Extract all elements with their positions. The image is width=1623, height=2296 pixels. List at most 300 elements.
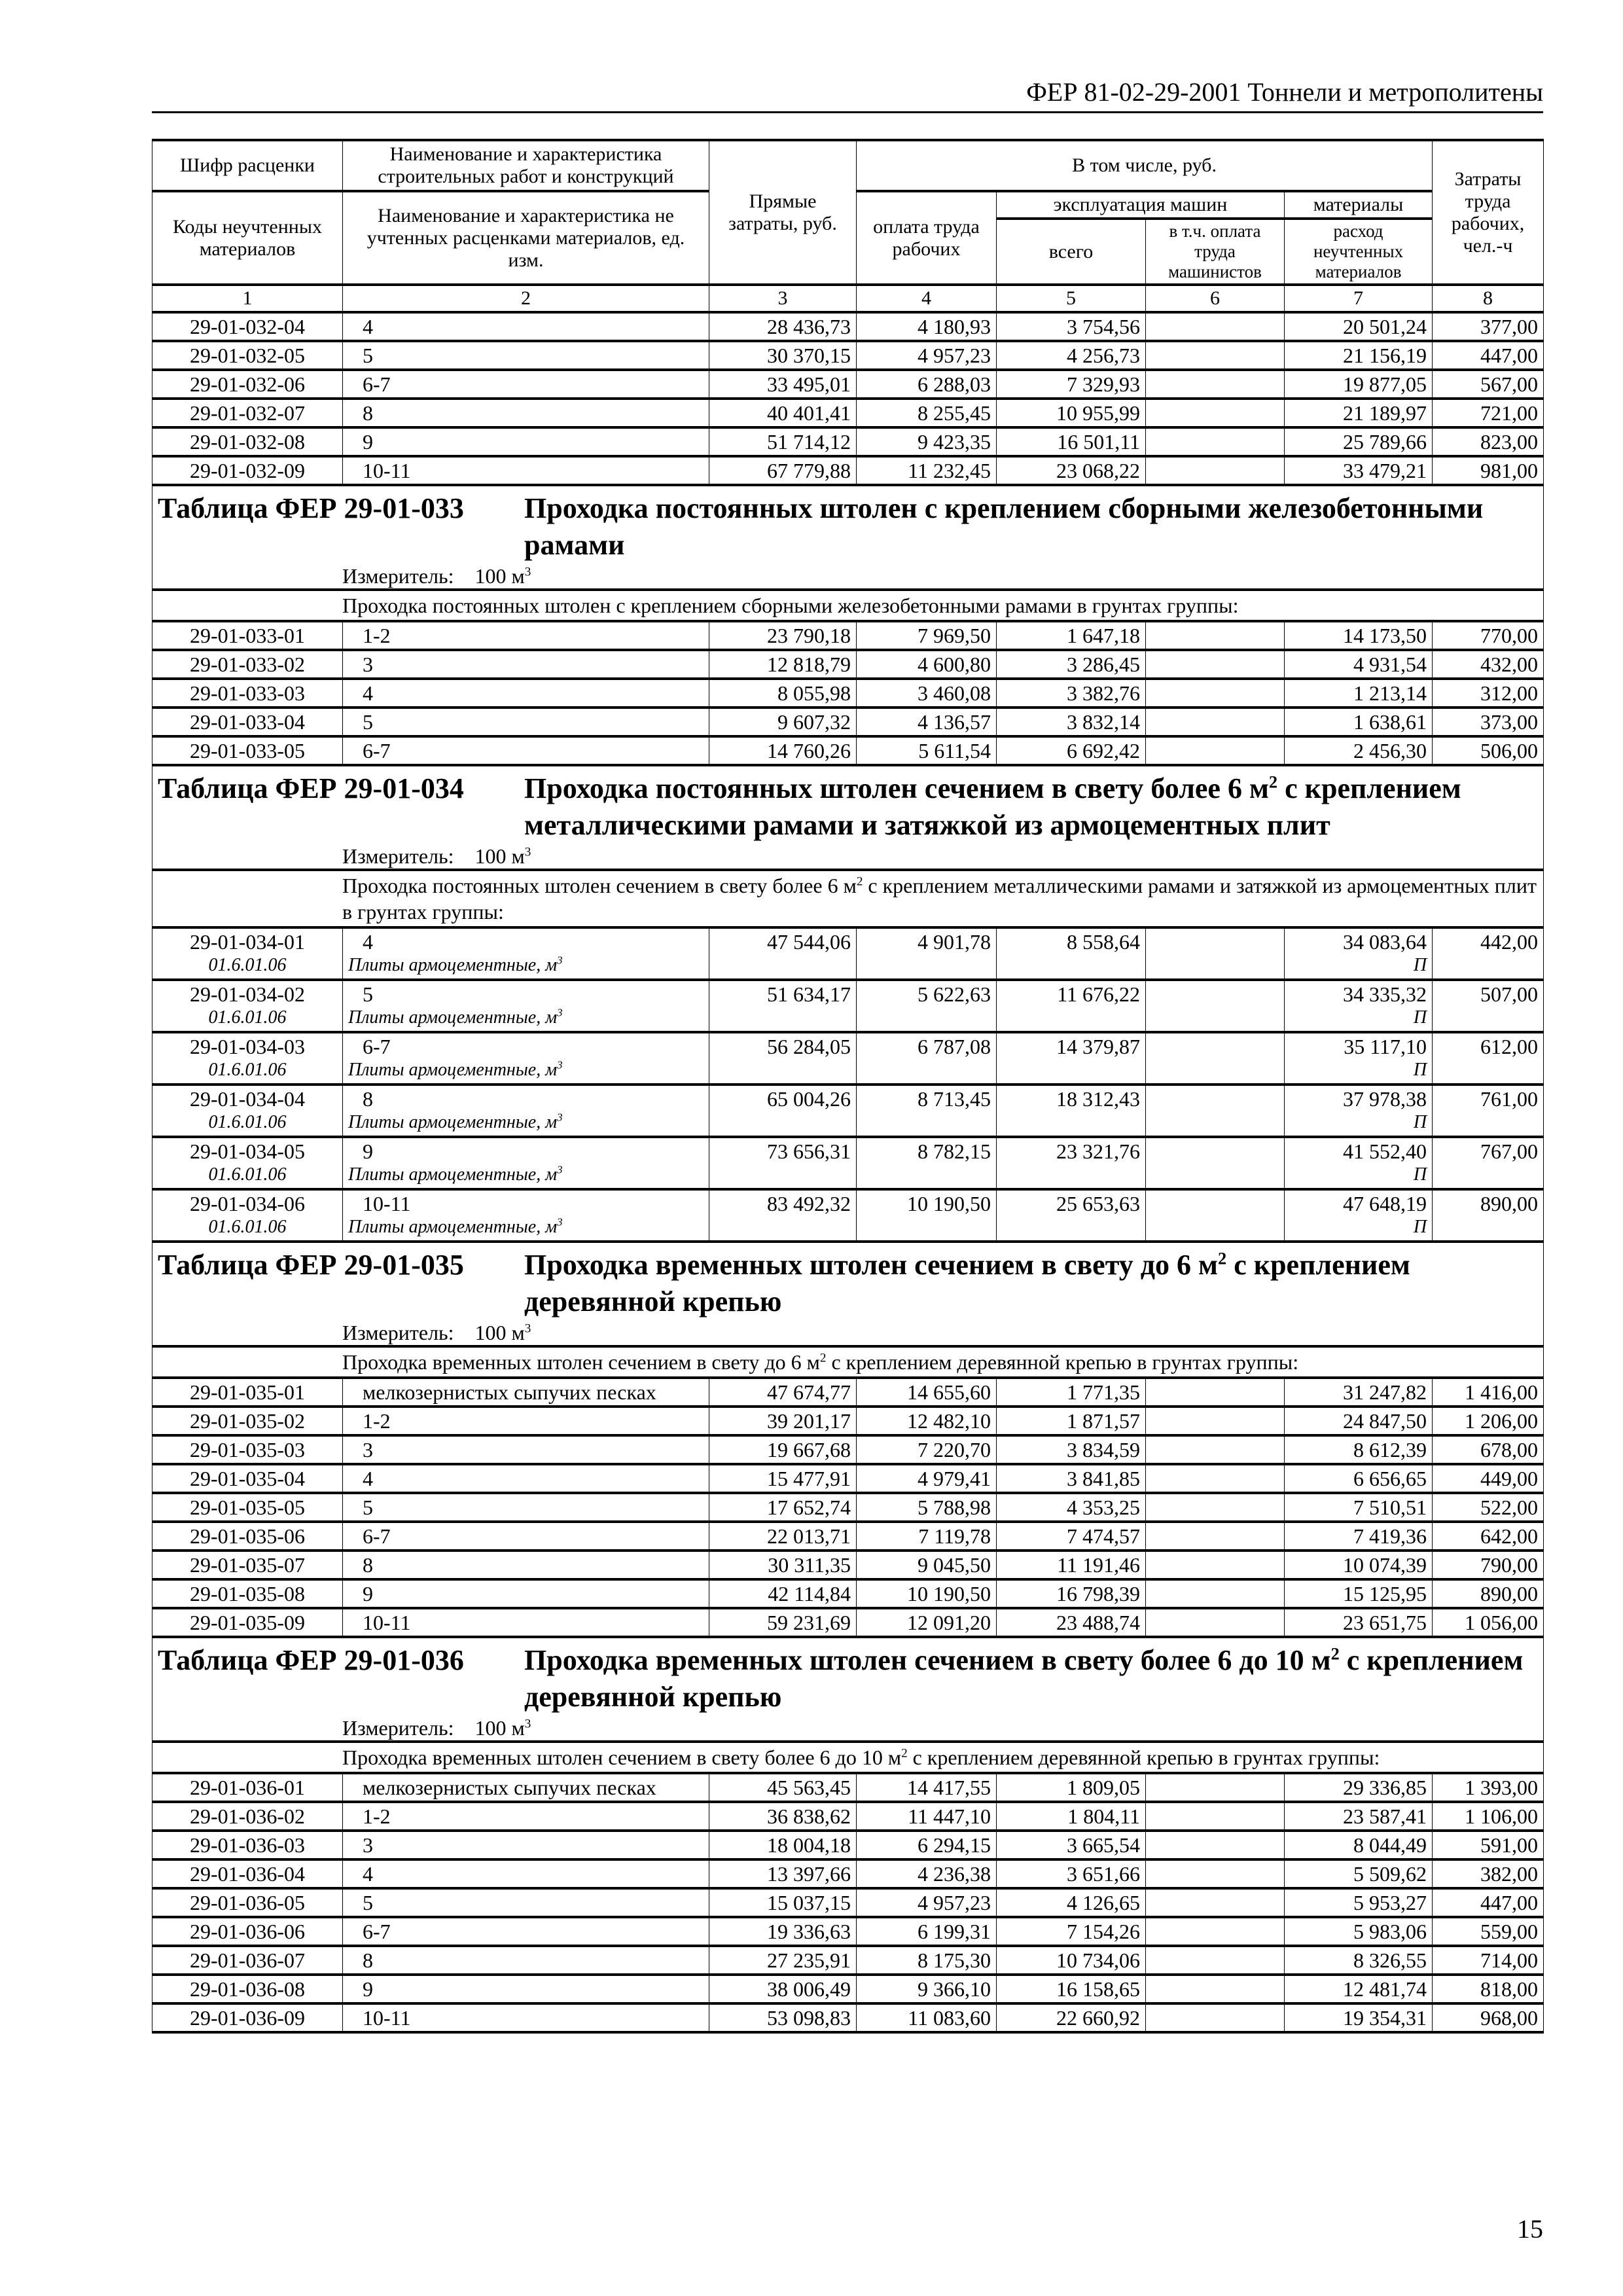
table-title: Проходка постоянных штолен с креплением сборными железобетонными рамами bbox=[524, 492, 1484, 561]
rate-code: 29-01-032-08 bbox=[152, 427, 343, 456]
machine-total-cell: 7 329,93 bbox=[997, 370, 1146, 399]
machinists-pay-cell bbox=[1146, 1032, 1285, 1085]
measure-unit: Измеритель: 100 $м^3$ bbox=[342, 1321, 531, 1344]
header-machine-operation: эксплуатация машин bbox=[997, 191, 1285, 219]
table-row bbox=[152, 341, 1544, 370]
soil-group: 6-7 bbox=[343, 736, 709, 765]
soil-group: 8 Плиты армоцементные, $м^3$ bbox=[343, 1085, 709, 1137]
table-row bbox=[152, 1831, 1544, 1859]
direct-costs-cell: 19 336,63 bbox=[709, 1917, 857, 1946]
soil-group: 9 bbox=[343, 1579, 709, 1608]
machinists-pay-cell bbox=[1146, 621, 1285, 650]
machine-total-cell: 3 382,76 bbox=[997, 679, 1146, 708]
direct-costs-cell: 15 037,15 bbox=[709, 1888, 857, 1917]
material-code: 01.6.01.06 bbox=[208, 1164, 287, 1185]
machine-total-cell: 1 647,18 bbox=[997, 621, 1146, 650]
direct-costs-cell: 53 098,83 bbox=[709, 2003, 857, 2032]
machinists-pay-cell bbox=[1146, 708, 1285, 736]
soil-group: 10-11 bbox=[343, 2003, 709, 2032]
labor-pay-cell: 4 600,80 bbox=[857, 650, 997, 679]
machine-total-cell: 10 734,06 bbox=[997, 1946, 1146, 1975]
section-intro: Проходка постоянных штолен с креплением сборными железобетонными рамами в грунтах группы: bbox=[152, 590, 1544, 621]
header-unaccounted-materials: расход неучтенных материалов bbox=[1285, 219, 1433, 285]
rate-code: 29-01-034-04 01.6.01.06 bbox=[152, 1085, 343, 1137]
machinists-pay-cell bbox=[1146, 1831, 1285, 1859]
machine-total-cell: 23 068,22 bbox=[997, 456, 1146, 485]
labor-pay-cell: 12 091,20 bbox=[857, 1608, 997, 1637]
labor-hours-cell: 823,00 bbox=[1433, 427, 1544, 456]
rate-code: 29-01-035-06 bbox=[152, 1522, 343, 1551]
machinists-pay-cell bbox=[1146, 650, 1285, 679]
labor-pay-cell: 8 782,15 bbox=[857, 1137, 997, 1189]
labor-pay-cell: 10 190,50 bbox=[857, 1579, 997, 1608]
soil-group: 6-7 bbox=[343, 1917, 709, 1946]
table-row bbox=[152, 1773, 1544, 1802]
direct-costs-cell: 23 790,18 bbox=[709, 621, 857, 650]
machine-total-cell: 14 379,87 bbox=[997, 1032, 1146, 1085]
labor-hours-cell: 447,00 bbox=[1433, 341, 1544, 370]
table-label: Таблица ФЕР 29-01-033 bbox=[158, 492, 464, 524]
soil-group: 6-7 bbox=[343, 1522, 709, 1551]
rate-code: 29-01-035-04 bbox=[152, 1464, 343, 1493]
table-title-row bbox=[152, 1242, 1544, 1346]
materials-cell: 35 117,10 П bbox=[1285, 1032, 1433, 1085]
table-row bbox=[152, 1802, 1544, 1831]
soil-group: 5 bbox=[343, 708, 709, 736]
materials-cell: 37 978,38 П bbox=[1285, 1085, 1433, 1137]
machine-total-cell: 3 651,66 bbox=[997, 1859, 1146, 1888]
materials-cell: 23 651,75 bbox=[1285, 1608, 1433, 1637]
rate-code: 29-01-034-03 01.6.01.06 bbox=[152, 1032, 343, 1085]
table-row bbox=[152, 679, 1544, 708]
materials-cell: 19 354,31 bbox=[1285, 2003, 1433, 2032]
labor-hours-cell: 890,00 bbox=[1433, 1579, 1544, 1608]
col-number: 4 bbox=[857, 285, 997, 312]
machine-total-cell: 7 154,26 bbox=[997, 1917, 1146, 1946]
direct-costs-cell: 19 667,68 bbox=[709, 1435, 857, 1464]
machine-total-cell: 8 558,64 bbox=[997, 927, 1146, 980]
soil-group: 1-2 bbox=[343, 1802, 709, 1831]
labor-hours-cell: 373,00 bbox=[1433, 708, 1544, 736]
labor-pay-cell: 6 787,08 bbox=[857, 1032, 997, 1085]
machine-total-cell: 11 676,22 bbox=[997, 980, 1146, 1032]
header-machinists-pay: в т.ч. оплата труда машинистов bbox=[1146, 219, 1285, 285]
table-row bbox=[152, 736, 1544, 765]
labor-pay-cell: 11 083,60 bbox=[857, 2003, 997, 2032]
measure-unit: Измеритель: 100 $м^3$ bbox=[342, 564, 531, 588]
table-title-row bbox=[152, 1637, 1544, 1742]
soil-group: 10-11 bbox=[343, 456, 709, 485]
machine-total-cell: 23 321,76 bbox=[997, 1137, 1146, 1189]
materials-cell: 4 931,54 bbox=[1285, 650, 1433, 679]
soil-group: 10-11 bbox=[343, 1608, 709, 1637]
machinists-pay-cell bbox=[1146, 980, 1285, 1032]
soil-group: мелкозернистых сыпучих песках bbox=[343, 1773, 709, 1802]
labor-pay-cell: 4 957,23 bbox=[857, 1888, 997, 1917]
machine-total-cell: 25 653,63 bbox=[997, 1189, 1146, 1242]
soil-group: 9 bbox=[343, 427, 709, 456]
materials-cell: 21 156,19 bbox=[1285, 341, 1433, 370]
material-name: Плиты армоцементные, $м^3$ bbox=[348, 1058, 563, 1080]
machinists-pay-cell bbox=[1146, 1435, 1285, 1464]
soil-group: 5 bbox=[343, 1493, 709, 1522]
labor-hours-cell: 770,00 bbox=[1433, 621, 1544, 650]
col-number: 3 bbox=[709, 285, 857, 312]
machinists-pay-cell bbox=[1146, 399, 1285, 427]
page-number: 15 bbox=[1517, 2214, 1543, 2244]
table-row bbox=[152, 1137, 1544, 1189]
labor-hours-cell: 714,00 bbox=[1433, 1946, 1544, 1975]
machinists-pay-cell bbox=[1146, 1608, 1285, 1637]
machine-total-cell: 23 488,74 bbox=[997, 1608, 1146, 1637]
direct-costs-cell: 30 311,35 bbox=[709, 1551, 857, 1579]
rate-code: 29-01-032-06 bbox=[152, 370, 343, 399]
machine-total-cell: 22 660,92 bbox=[997, 2003, 1146, 2032]
soil-group: 4 bbox=[343, 1464, 709, 1493]
table-row bbox=[152, 650, 1544, 679]
labor-pay-cell: 4 901,78 bbox=[857, 927, 997, 980]
labor-hours-cell: 567,00 bbox=[1433, 370, 1544, 399]
labor-hours-cell: 506,00 bbox=[1433, 736, 1544, 765]
header-labor-pay: оплата труда рабочих bbox=[857, 191, 997, 285]
machinists-pay-cell bbox=[1146, 1975, 1285, 2003]
table-row bbox=[152, 1859, 1544, 1888]
machine-total-cell: 16 798,39 bbox=[997, 1579, 1146, 1608]
direct-costs-cell: 42 114,84 bbox=[709, 1579, 857, 1608]
machine-total-cell: 16 158,65 bbox=[997, 1975, 1146, 2003]
labor-hours-cell: 432,00 bbox=[1433, 650, 1544, 679]
header-codes: Коды неучтенных материалов bbox=[152, 191, 343, 285]
header-shifr: Шифр расценки bbox=[152, 140, 343, 191]
soil-group: 3 bbox=[343, 1435, 709, 1464]
materials-cell: 8 612,39 bbox=[1285, 1435, 1433, 1464]
direct-costs-cell: 51 714,12 bbox=[709, 427, 857, 456]
machinists-pay-cell bbox=[1146, 1946, 1285, 1975]
labor-pay-cell: 4 979,41 bbox=[857, 1464, 997, 1493]
rate-code: 29-01-033-03 bbox=[152, 679, 343, 708]
machinists-pay-cell bbox=[1146, 1189, 1285, 1242]
labor-hours-cell: 382,00 bbox=[1433, 1859, 1544, 1888]
col-number: 8 bbox=[1433, 285, 1544, 312]
table-label: Таблица ФЕР 29-01-034 bbox=[158, 772, 464, 804]
section-intro: Проходка временных штолен сечением в свету до 6 $м^2$ с креплением деревянной крепью в грунтах группы: bbox=[152, 1346, 1544, 1378]
labor-hours-cell: 818,00 bbox=[1433, 1975, 1544, 2003]
page-header: ФЕР 81-02-29-2001 Тоннели и метрополитены bbox=[152, 77, 1543, 113]
machinists-pay-cell bbox=[1146, 1859, 1285, 1888]
machinists-pay-cell bbox=[1146, 1802, 1285, 1831]
section-intro-row bbox=[152, 1742, 1544, 1773]
labor-hours-cell: 447,00 bbox=[1433, 1888, 1544, 1917]
material-code: 01.6.01.06 bbox=[208, 955, 287, 975]
rate-code: 29-01-035-07 bbox=[152, 1551, 343, 1579]
machine-total-cell: 3 665,54 bbox=[997, 1831, 1146, 1859]
table-row bbox=[152, 1579, 1544, 1608]
direct-costs-cell: 22 013,71 bbox=[709, 1522, 857, 1551]
col-number: 6 bbox=[1146, 285, 1285, 312]
header-materials: материалы bbox=[1285, 191, 1433, 219]
col-number: 2 bbox=[343, 285, 709, 312]
table-label: Таблица ФЕР 29-01-035 bbox=[158, 1249, 464, 1281]
rate-code: 29-01-035-09 bbox=[152, 1608, 343, 1637]
soil-group: 5 bbox=[343, 341, 709, 370]
col-number: 5 bbox=[997, 285, 1146, 312]
machinists-pay-cell bbox=[1146, 1773, 1285, 1802]
direct-costs-cell: 39 201,17 bbox=[709, 1407, 857, 1435]
header-name-works: Наименование и характеристика строительных работ и конструкций bbox=[343, 140, 709, 191]
soil-group: 5 Плиты армоцементные, $м^3$ bbox=[343, 980, 709, 1032]
labor-hours-cell: 1 106,00 bbox=[1433, 1802, 1544, 1831]
rate-code: 29-01-033-01 bbox=[152, 621, 343, 650]
direct-costs-cell: 73 656,31 bbox=[709, 1137, 857, 1189]
table-row bbox=[152, 1189, 1544, 1242]
labor-pay-cell: 4 957,23 bbox=[857, 341, 997, 370]
materials-cell: 15 125,95 bbox=[1285, 1579, 1433, 1608]
table-row bbox=[152, 1917, 1544, 1946]
machinists-pay-cell bbox=[1146, 927, 1285, 980]
machine-total-cell: 16 501,11 bbox=[997, 427, 1146, 456]
table-title: Проходка временных штолен сечением в свету до 6 $м^2$ с креплением деревянной крепью bbox=[524, 1248, 1410, 1318]
soil-group: 5 bbox=[343, 1888, 709, 1917]
rate-code: 29-01-035-01 bbox=[152, 1378, 343, 1407]
materials-cell: 41 552,40 П bbox=[1285, 1137, 1433, 1189]
rate-code: 29-01-032-09 bbox=[152, 456, 343, 485]
rate-code: 29-01-032-04 bbox=[152, 312, 343, 341]
labor-pay-cell: 7 220,70 bbox=[857, 1435, 997, 1464]
labor-pay-cell: 4 180,93 bbox=[857, 312, 997, 341]
labor-pay-cell: 8 713,45 bbox=[857, 1085, 997, 1137]
labor-pay-cell: 8 175,30 bbox=[857, 1946, 997, 1975]
material-name: Плиты армоцементные, $м^3$ bbox=[348, 1111, 563, 1132]
machinists-pay-cell bbox=[1146, 1493, 1285, 1522]
labor-pay-cell: 14 417,55 bbox=[857, 1773, 997, 1802]
rate-code: 29-01-036-02 bbox=[152, 1802, 343, 1831]
labor-hours-cell: 790,00 bbox=[1433, 1551, 1544, 1579]
materials-cell: 5 509,62 bbox=[1285, 1859, 1433, 1888]
materials-cell: 5 983,06 bbox=[1285, 1917, 1433, 1946]
rate-code: 29-01-034-06 01.6.01.06 bbox=[152, 1189, 343, 1242]
labor-pay-cell: 5 611,54 bbox=[857, 736, 997, 765]
machinists-pay-cell bbox=[1146, 370, 1285, 399]
labor-hours-cell: 1 206,00 bbox=[1433, 1407, 1544, 1435]
soil-group: 3 bbox=[343, 650, 709, 679]
direct-costs-cell: 12 818,79 bbox=[709, 650, 857, 679]
materials-cell: 20 501,24 bbox=[1285, 312, 1433, 341]
soil-group: 6-7 bbox=[343, 370, 709, 399]
soil-group: мелкозернистых сыпучих песках bbox=[343, 1378, 709, 1407]
labor-hours-cell: 968,00 bbox=[1433, 2003, 1544, 2032]
labor-pay-cell: 10 190,50 bbox=[857, 1189, 997, 1242]
rate-code: 29-01-034-01 01.6.01.06 bbox=[152, 927, 343, 980]
material-name: Плиты армоцементные, $м^3$ bbox=[348, 954, 563, 975]
labor-pay-cell: 9 045,50 bbox=[857, 1551, 997, 1579]
machinists-pay-cell bbox=[1146, 736, 1285, 765]
direct-costs-cell: 45 563,45 bbox=[709, 1773, 857, 1802]
table-row bbox=[152, 399, 1544, 427]
machinists-pay-cell bbox=[1146, 312, 1285, 341]
soil-group: 8 bbox=[343, 399, 709, 427]
table-row bbox=[152, 1608, 1544, 1637]
machine-total-cell: 11 191,46 bbox=[997, 1551, 1146, 1579]
labor-hours-cell: 767,00 bbox=[1433, 1137, 1544, 1189]
labor-pay-cell: 9 423,35 bbox=[857, 427, 997, 456]
machinists-pay-cell bbox=[1146, 1579, 1285, 1608]
soil-group: 1-2 bbox=[343, 621, 709, 650]
labor-pay-cell: 12 482,10 bbox=[857, 1407, 997, 1435]
materials-cell: 33 479,21 bbox=[1285, 456, 1433, 485]
machine-total-cell: 1 871,57 bbox=[997, 1407, 1146, 1435]
table-row bbox=[152, 1946, 1544, 1975]
machinists-pay-cell bbox=[1146, 2003, 1285, 2032]
rate-code: 29-01-035-02 bbox=[152, 1407, 343, 1435]
labor-pay-cell: 7 119,78 bbox=[857, 1522, 997, 1551]
labor-hours-cell: 1 416,00 bbox=[1433, 1378, 1544, 1407]
rate-code: 29-01-032-07 bbox=[152, 399, 343, 427]
rates-table bbox=[152, 139, 1544, 2034]
materials-cell: 1 638,61 bbox=[1285, 708, 1433, 736]
material-name: Плиты армоцементные, $м^3$ bbox=[348, 1006, 563, 1028]
section-intro: Проходка постоянных штолен сечением в свету более 6 $м^2$ с креплением металлическими рамами и затяжкой из армоцементных плит в грунтах группы: bbox=[152, 870, 1544, 927]
table-row bbox=[152, 1032, 1544, 1085]
labor-hours-cell: 761,00 bbox=[1433, 1085, 1544, 1137]
rate-code: 29-01-036-08 bbox=[152, 1975, 343, 2003]
material-unit-price: П bbox=[1413, 1217, 1427, 1237]
machine-total-cell: 1 771,35 bbox=[997, 1378, 1146, 1407]
labor-hours-cell: 312,00 bbox=[1433, 679, 1544, 708]
material-unit-price: П bbox=[1413, 1164, 1427, 1185]
machine-total-cell: 3 754,56 bbox=[997, 312, 1146, 341]
machinists-pay-cell bbox=[1146, 1407, 1285, 1435]
soil-group: 3 bbox=[343, 1831, 709, 1859]
col-number: 7 bbox=[1285, 285, 1433, 312]
labor-pay-cell: 6 199,31 bbox=[857, 1917, 997, 1946]
machine-total-cell: 3 832,14 bbox=[997, 708, 1146, 736]
table-row bbox=[152, 370, 1544, 399]
direct-costs-cell: 38 006,49 bbox=[709, 1975, 857, 2003]
materials-cell: 29 336,85 bbox=[1285, 1773, 1433, 1802]
direct-costs-cell: 27 235,91 bbox=[709, 1946, 857, 1975]
direct-costs-cell: 15 477,91 bbox=[709, 1464, 857, 1493]
rate-code: 29-01-034-02 01.6.01.06 bbox=[152, 980, 343, 1032]
direct-costs-cell: 14 760,26 bbox=[709, 736, 857, 765]
material-name: Плиты армоцементные, $м^3$ bbox=[348, 1163, 563, 1185]
table-row bbox=[152, 1464, 1544, 1493]
table-header bbox=[152, 140, 1544, 312]
table-row bbox=[152, 1888, 1544, 1917]
labor-pay-cell: 11 232,45 bbox=[857, 456, 997, 485]
rate-code: 29-01-035-03 bbox=[152, 1435, 343, 1464]
rate-code: 29-01-034-05 01.6.01.06 bbox=[152, 1137, 343, 1189]
header-name-materials: Наименование и характеристика не учтенных расценками материалов, ед. изм. bbox=[343, 191, 709, 285]
soil-group: 6-7 Плиты армоцементные, $м^3$ bbox=[343, 1032, 709, 1085]
section-intro-row bbox=[152, 1346, 1544, 1378]
rate-code: 29-01-033-04 bbox=[152, 708, 343, 736]
labor-pay-cell: 6 294,15 bbox=[857, 1831, 997, 1859]
table-row bbox=[152, 1522, 1544, 1551]
machinists-pay-cell bbox=[1146, 679, 1285, 708]
direct-costs-cell: 59 231,69 bbox=[709, 1608, 857, 1637]
direct-costs-cell: 40 401,41 bbox=[709, 399, 857, 427]
direct-costs-cell: 47 544,06 bbox=[709, 927, 857, 980]
direct-costs-cell: 83 492,32 bbox=[709, 1189, 857, 1242]
materials-cell: 7 419,36 bbox=[1285, 1522, 1433, 1551]
materials-cell: 25 789,66 bbox=[1285, 427, 1433, 456]
labor-hours-cell: 507,00 bbox=[1433, 980, 1544, 1032]
section-intro: Проходка временных штолен сечением в свету более 6 до 10 $м^2$ с креплением деревянной крепью в грунтах группы: bbox=[152, 1742, 1544, 1773]
section-intro-row bbox=[152, 590, 1544, 621]
material-unit-price: П bbox=[1413, 1007, 1427, 1028]
rate-code: 29-01-036-07 bbox=[152, 1946, 343, 1975]
materials-cell: 34 335,32 П bbox=[1285, 980, 1433, 1032]
machinists-pay-cell bbox=[1146, 341, 1285, 370]
direct-costs-cell: 36 838,62 bbox=[709, 1802, 857, 1831]
materials-cell: 8 326,55 bbox=[1285, 1946, 1433, 1975]
materials-cell: 31 247,82 bbox=[1285, 1378, 1433, 1407]
soil-group: 9 Плиты армоцементные, $м^3$ bbox=[343, 1137, 709, 1189]
material-name: Плиты армоцементные, $м^3$ bbox=[348, 1215, 563, 1237]
rate-code: 29-01-035-05 bbox=[152, 1493, 343, 1522]
materials-cell: 12 481,74 bbox=[1285, 1975, 1433, 2003]
machine-total-cell: 10 955,99 bbox=[997, 399, 1146, 427]
machine-total-cell: 1 809,05 bbox=[997, 1773, 1146, 1802]
material-code: 01.6.01.06 bbox=[208, 1007, 287, 1028]
material-unit-price: П bbox=[1413, 1112, 1427, 1132]
col-number: 1 bbox=[152, 285, 343, 312]
rate-code: 29-01-033-02 bbox=[152, 650, 343, 679]
materials-cell: 14 173,50 bbox=[1285, 621, 1433, 650]
machinists-pay-cell bbox=[1146, 1917, 1285, 1946]
material-code: 01.6.01.06 bbox=[208, 1217, 287, 1237]
direct-costs-cell: 13 397,66 bbox=[709, 1859, 857, 1888]
table-row bbox=[152, 980, 1544, 1032]
header-direct-costs: Прямые затраты, руб. bbox=[709, 140, 857, 285]
rate-code: 29-01-033-05 bbox=[152, 736, 343, 765]
table-title-row bbox=[152, 765, 1544, 870]
soil-group: 4 bbox=[343, 679, 709, 708]
materials-cell: 24 847,50 bbox=[1285, 1407, 1433, 1435]
soil-group: 4 bbox=[343, 1859, 709, 1888]
table-row bbox=[152, 1085, 1544, 1137]
labor-pay-cell: 6 288,03 bbox=[857, 370, 997, 399]
direct-costs-cell: 51 634,17 bbox=[709, 980, 857, 1032]
labor-hours-cell: 559,00 bbox=[1433, 1917, 1544, 1946]
direct-costs-cell: 18 004,18 bbox=[709, 1831, 857, 1859]
machine-total-cell: 4 126,65 bbox=[997, 1888, 1146, 1917]
materials-cell: 1 213,14 bbox=[1285, 679, 1433, 708]
materials-cell: 10 074,39 bbox=[1285, 1551, 1433, 1579]
machine-total-cell: 18 312,43 bbox=[997, 1085, 1146, 1137]
header-labor-hours: Затраты труда рабочих, чел.-ч bbox=[1433, 140, 1544, 285]
materials-cell: 7 510,51 bbox=[1285, 1493, 1433, 1522]
materials-cell: 21 189,97 bbox=[1285, 399, 1433, 427]
labor-hours-cell: 981,00 bbox=[1433, 456, 1544, 485]
rate-code: 29-01-036-06 bbox=[152, 1917, 343, 1946]
rate-code: 29-01-036-05 bbox=[152, 1888, 343, 1917]
table-title-row bbox=[152, 485, 1544, 590]
table-title: Проходка постоянных штолен сечением в свету более 6 $м^2$ с креплением металлическими рамами и затяжкой из армоцементных плит bbox=[524, 772, 1461, 841]
machinists-pay-cell bbox=[1146, 1551, 1285, 1579]
soil-group: 4 bbox=[343, 312, 709, 341]
header-including: В том числе, руб. bbox=[857, 140, 1433, 191]
materials-cell: 6 656,65 bbox=[1285, 1464, 1433, 1493]
labor-hours-cell: 721,00 bbox=[1433, 399, 1544, 427]
table-row bbox=[152, 2003, 1544, 2032]
machine-total-cell: 4 353,25 bbox=[997, 1493, 1146, 1522]
labor-hours-cell: 377,00 bbox=[1433, 312, 1544, 341]
rate-code: 29-01-036-04 bbox=[152, 1859, 343, 1888]
table-row bbox=[152, 708, 1544, 736]
measure-unit: Измеритель: 100 $м^3$ bbox=[342, 1716, 531, 1740]
labor-pay-cell: 8 255,45 bbox=[857, 399, 997, 427]
